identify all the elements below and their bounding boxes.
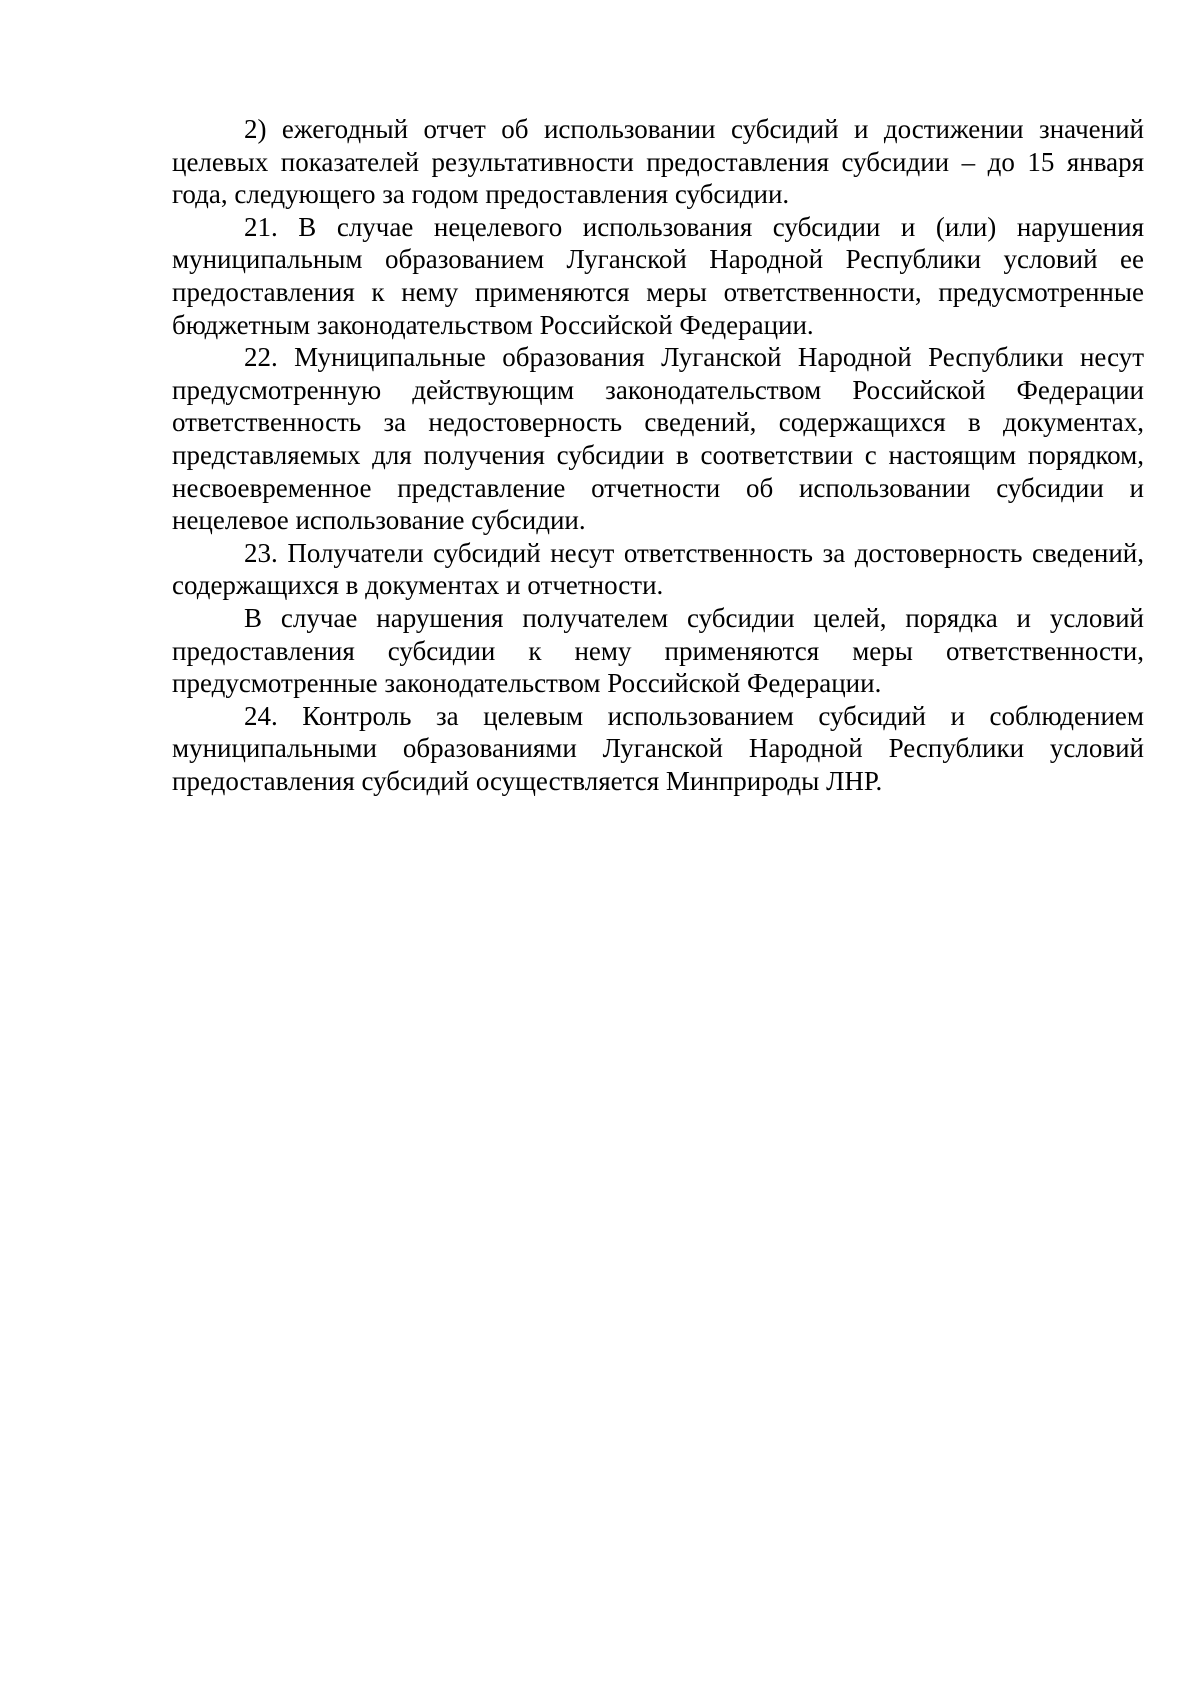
paragraph-22-municipal-responsibility: 22. Муниципальные образования Луганской Народной Республики несут предусмотренную действующим законодательством Российской Федерации ответственность за недостоверность сведений, содержащихся в документах, представляемых для получения субсидии в соответствии с настоящим порядком, несвоевременное представление отчетности об использовании субсидии и нецелевое использование субсидии. (172, 342, 1144, 536)
paragraph-21-misuse-liability: 21. В случае нецелевого использования субсидии и (или) нарушения муниципальным образованием Луганской Народной Республики условий ее предоставления к нему применяются меры ответственности, предусмотренные бюджетным законодательством Российской Федерации. (172, 211, 1144, 340)
document-body (172, 113, 1144, 797)
paragraph-23-recipient-responsibility: 23. Получатели субсидий несут ответственность за достоверность сведений, содержащихся в документах и отчетности. (172, 537, 1144, 601)
paragraph-item-2-report: 2) ежегодный отчет об использовании субсидий и достижении значений целевых показателей результативности предоставления субсидии – до 15 января года, следующего за годом предоставления субсидии. (172, 114, 1144, 210)
paragraph-23-violation-measures: В случае нарушения получателем субсидии целей, порядка и условий предоставления субсидии к нему применяются меры ответственности, предусмотренные законодательством Российской Федерации. (172, 602, 1144, 699)
paragraph-24-control: 24. Контроль за целевым использованием субсидий и соблюдением муниципальными образованиями Луганской Народной Республики условий предоставления субсидий осуществляется Минприроды ЛНР. (172, 700, 1144, 796)
